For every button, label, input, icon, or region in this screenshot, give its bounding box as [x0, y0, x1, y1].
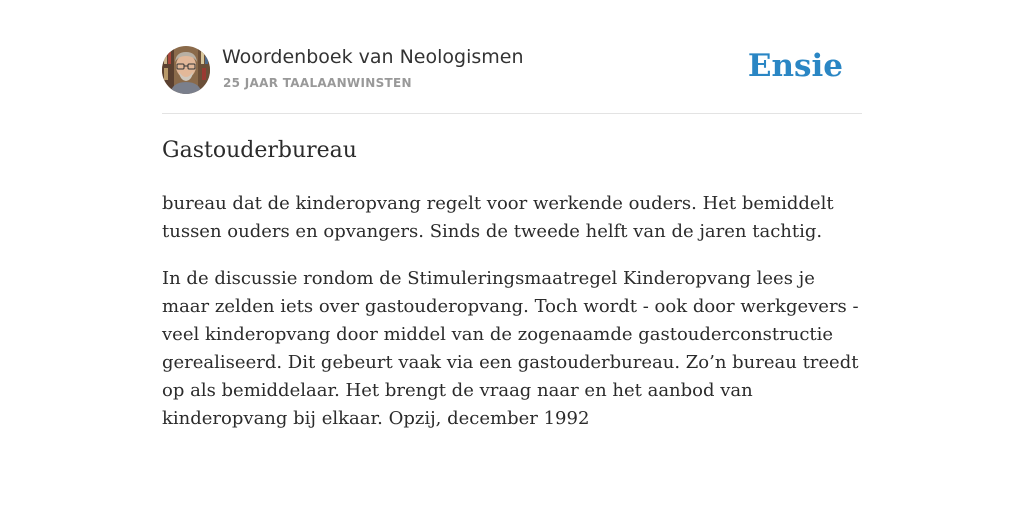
header-divider [162, 113, 862, 114]
entry-term: Gastouderbureau [162, 138, 357, 163]
source-header [162, 46, 862, 113]
entry-definition: bureau dat de kinderopvang regelt voor werkende ouders. Het bemiddelt tussen ouders en opvangers. Sinds de tweede helft van de jaren tachtig. [162, 193, 834, 242]
author-avatar[interactable] [162, 46, 210, 94]
author-portrait-icon [162, 46, 210, 94]
source-title[interactable]: Woordenboek van Neologismen [222, 46, 524, 68]
source-subtitle: 25 JAAR TAALAANWINSTEN [223, 76, 412, 90]
brand-logo[interactable]: Ensie [747, 48, 843, 84]
entry-quote: In de discussie rondom de Stimuleringsmaatregel Kinderopvang lees je maar zelden iets over gastouderopvang. Toch wordt - ook door werkgevers - veel kinderopvang door middel van de zogenaamde gastouderconstructie gerealiseerd. Dit gebeurt vaak via een gastouderbureau. Zo’n bureau treedt op als bemiddelaar. Het brengt de vraag naar en het aanbod van kinderopvang bij elkaar. Opzij, december 1992 [162, 268, 859, 429]
